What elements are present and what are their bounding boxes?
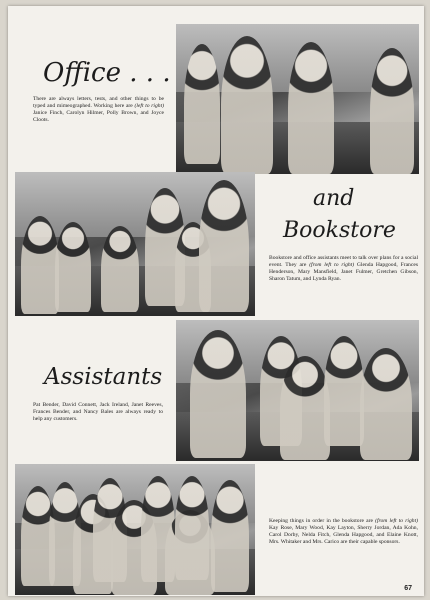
order-caption (269, 518, 418, 546)
assistants-heading: Assistants (44, 364, 163, 390)
person-figure (175, 476, 209, 580)
bookstore-photo (15, 172, 255, 316)
office-photo (176, 24, 419, 174)
person-figure (184, 44, 220, 164)
caption-order: (from left to right) (375, 518, 418, 524)
caption-text: Keeping things in order in the bookstore are (269, 518, 376, 524)
office-caption (33, 96, 164, 124)
page-number: 67 (404, 585, 412, 592)
assistants-photo (176, 320, 419, 461)
person-figure (360, 348, 412, 460)
person-figure (190, 330, 246, 458)
caption-text: Glenda Hapgood, Frances Henderson, Mary Mansfield, Janet Fulmer, Gretchen Gibson, Sharon Tatum, and Lynda Ryan. (269, 262, 418, 282)
caption-text: Kay Rose, Mary Wood, Kay Layton, Sherry Jordan, Ada Kohn, Carol Dorby, Nelda Fitch, Glenda Hapgood, and Elaine Knott, Mrs. Whitaker and Mrs. Carico are their capable sponsors. (269, 525, 418, 545)
bookstore-staff-photo (15, 464, 255, 595)
caption-order: (from left to right) (309, 262, 355, 268)
bookstore-caption (269, 255, 418, 283)
person-figure (221, 36, 273, 174)
yearbook-page (8, 6, 424, 596)
caption-text: Janice Finch, Carolyn Hilmer, Polly Brown, and Joyce Cloots. (33, 110, 164, 123)
and-heading: and (313, 186, 355, 211)
person-figure (280, 356, 330, 460)
caption-text: There are always letters, tests, and other things to be typed and mimeographed. Working here are (33, 96, 164, 109)
person-figure (370, 48, 414, 174)
caption-text: Pat Bender, David Connett, Jack Ireland, Janet Reeves, Frances Bender, and Nancy Bales are always ready to help any customers. (33, 402, 163, 422)
office-heading: Office . . . (43, 58, 171, 88)
bookstore-heading: Bookstore (283, 218, 396, 243)
caption-order: (left to right) (134, 103, 164, 109)
assistants-caption (33, 402, 163, 423)
person-figure (288, 42, 334, 174)
person-figure (324, 336, 364, 446)
person-figure (101, 226, 139, 312)
person-figure (21, 216, 59, 314)
person-figure (55, 222, 91, 312)
caption-text: Bookstore and office assistants meet to talk over plans for a social event. They are (269, 255, 418, 268)
person-figure (199, 180, 249, 312)
person-figure (211, 480, 249, 592)
